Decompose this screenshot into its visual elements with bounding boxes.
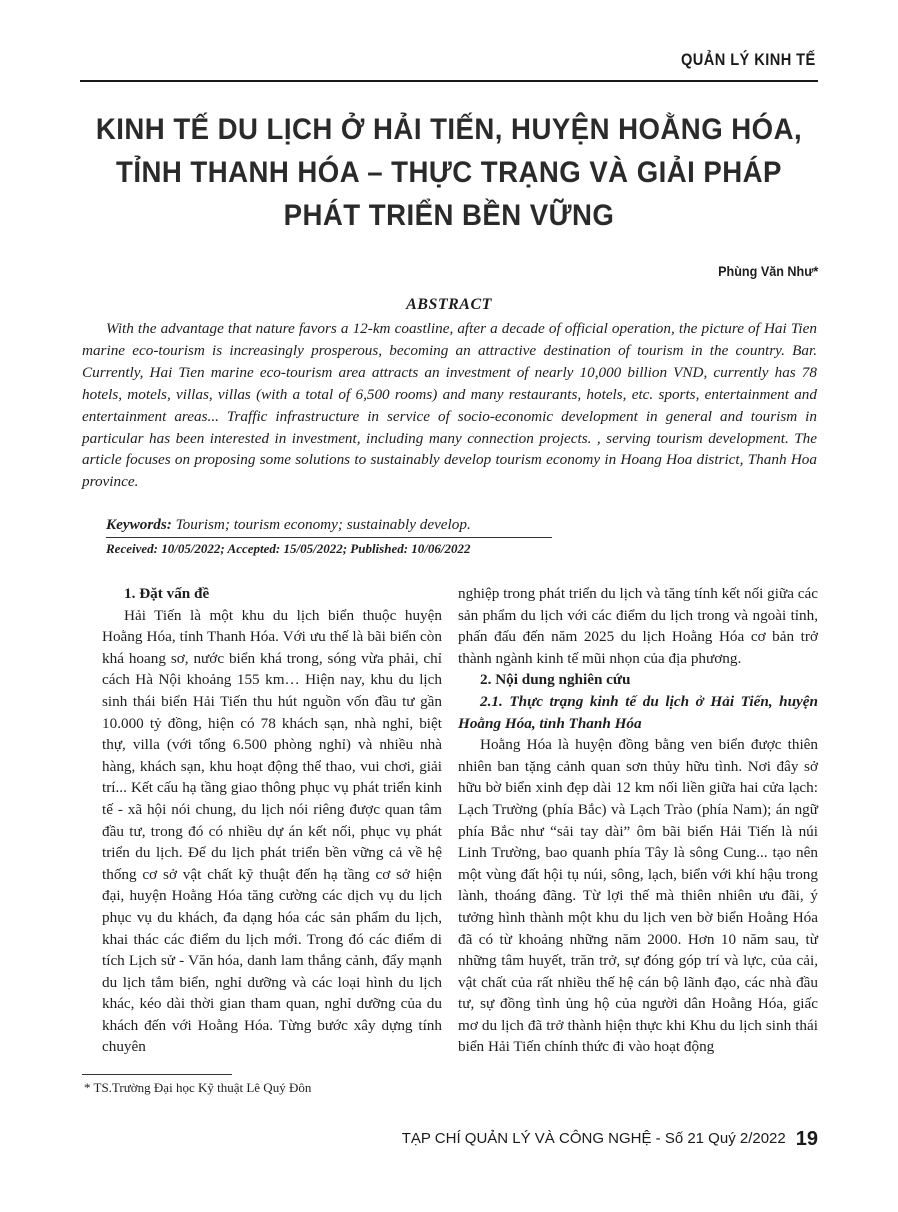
abstract-heading: ABSTRACT [406,296,492,313]
footnote-rule [82,1074,232,1075]
author-name: Phùng Văn Như* [717,263,818,279]
abstract-text: With the advantage that nature favors a 12-km coastline, after a decade of official operation, the picture of Hai Tien marine eco-tourism is increasingly prosperous, becoming an attractive destination of tourism in the country. Bar. Currently, Hai Tien marine eco-tourism area attracts an investment of nearly 10,000 billion VND, currently has 78 hotels, motels, villas, villas (with a total of 6,500 rooms) and many restaurants, hotels, etc. sports, entertainment and entertainment areas... Traffic infrastructure in service of socio-economic development in general and tourism in particular has been interested in investment, including many connection projects. , serving tourism development. The article focuses on proposing some solutions to sustainably develop tourism economy in Hoang Hoa district, Thanh Hoa province. [82,320,817,491]
section-2-1-heading: 2.1. Thực trạng kinh tế du lịch ở Hải Tiến, huyện Hoằng Hóa, tỉnh Thanh Hóa [458,692,818,732]
header-rule [80,80,818,82]
section-2-heading: 2. Nội dung nghiên cứu [480,671,631,689]
keywords-list: Tourism; tourism economy; sustainably develop. [171,516,471,533]
page-footer [402,1128,818,1151]
keywords [106,516,471,534]
title-line-3: PHÁT TRIỂN BỀN VỮNG [283,199,615,232]
page-number: 19 [795,1128,818,1150]
section-1-heading: 1. Đặt vấn đề [124,585,210,602]
right-column [458,583,818,1058]
keywords-rule [106,537,552,538]
section-2-1-paragraph: Hoằng Hóa là huyện đồng bằng ven biển được thiên nhiên ban tặng cảnh quan sơn thủy hữu tình. Nơi đây sở hữu bờ biển xinh đẹp dài 12 km nối liền giữa hai cửa lạch: Lạch Trường (phía Bắc) và Lạch Trào (phía Nam); án ngữ phía Bắc như “sải tay dài” ôm bãi biển Hải Tiến là núi Linh Trường, bao quanh phía Tây là sông Cung... tạo nên một vùng đất hội tụ núi, sông, lạch, biển với khí hậu trong lành, thoáng đãng. Từ lợi thế mà thiên nhiên ưu đãi, ý tưởng hình thành một khu du lịch ven bờ biển Hoằng Hóa đã có từ khoảng những năm 2000. Hơn 10 năm sau, từ những tâm huyết, trăn trở, sự đóng góp trí và lực, của cải, vật chất của rất nhiều thế hệ cán bộ lãnh đạo, các nhà đầu tư, sự đồng tình ủng hộ của người dân Hoằng Hóa, giấc mơ du lịch đã trở thành hiện thực khi Khu du lịch sinh thái biển Hải Tiến chính thức đi vào hoạt động [458,736,818,1056]
article-title [60,108,838,237]
journal-name: TẠP CHÍ QUẢN LÝ VÀ CÔNG NGHỆ - Số 21 Quý 2/2022 [401,1130,786,1147]
title-line-2: TỈNH THANH HÓA – THỰC TRẠNG VÀ GIẢI PHÁP [116,156,782,189]
continued-paragraph: nghiệp trong phát triển du lịch và tăng tính kết nối giữa các sản phẩm du lịch với các điểm du lịch trong và ngoài tỉnh, phấn đấu đến năm 2025 du lịch Hoằng Hóa cơ bản trở thành ngành kinh tế mũi nhọn của địa phương. [458,585,818,667]
keywords-label: Keywords: [106,516,172,533]
publication-dates: Received: 10/05/2022; Accepted: 15/05/2022; Published: 10/06/2022 [106,541,471,556]
left-column [102,583,442,1058]
section-1-paragraph: Hải Tiến là một khu du lịch biển thuộc huyện Hoằng Hóa, tỉnh Thanh Hóa. Với ưu thế là bãi biển còn khá hoang sơ, nước biển khá trong, sóng vừa phải, chỉ cách Hà Nội khoảng 155 km… Hiện nay, khu du lịch sinh thái biển Hải Tiến thu hút nguồn vốn đầu tư gần 10.000 tỷ đồng, hiện có 78 khách sạn, nhà nghỉ, biệt thự, villa (với tổng 6.500 phòng nghỉ) và nhiều nhà hàng, khách sạn, khu hoạt động thể thao, vui chơi, giải trí... Kết cấu hạ tầng giao thông phục vụ phát triển kinh tế - xã hội nói chung, du lịch nói riêng được quan tâm đầu tư, trong đó có nhiều dự án kết nối, phục vụ phát triển du lịch. Để du lịch phát triển bền vững cả về hệ thống cơ sở vật chất kỹ thuật đến hạ tầng cơ sở hiện đại, huyện Hoằng Hóa tăng cường các dịch vụ du lịch phục vụ du khách, đa dạng hóa các sản phẩm du lịch, khai thác các điểm du lịch mới. Trong đó các điểm di tích Lịch sử - Văn hóa, danh lam thắng cảnh, đẩy mạnh du lịch tắm biển, nghỉ dưỡng và các loại hình du lịch khác, kéo dài thời gian tham quan, nghỉ dưỡng của du khách đến với Hoằng Hóa. Từng bước xây dựng tính chuyên [102,606,442,1056]
section-header: QUẢN LÝ KINH TẾ [681,50,816,69]
title-line-1: KINH TẾ DU LỊCH Ở HẢI TIẾN, HUYỆN HOẰNG HÓA, [95,113,803,146]
footnote: * TS.Trường Đại học Kỹ thuật Lê Quý Đôn [84,1080,312,1095]
